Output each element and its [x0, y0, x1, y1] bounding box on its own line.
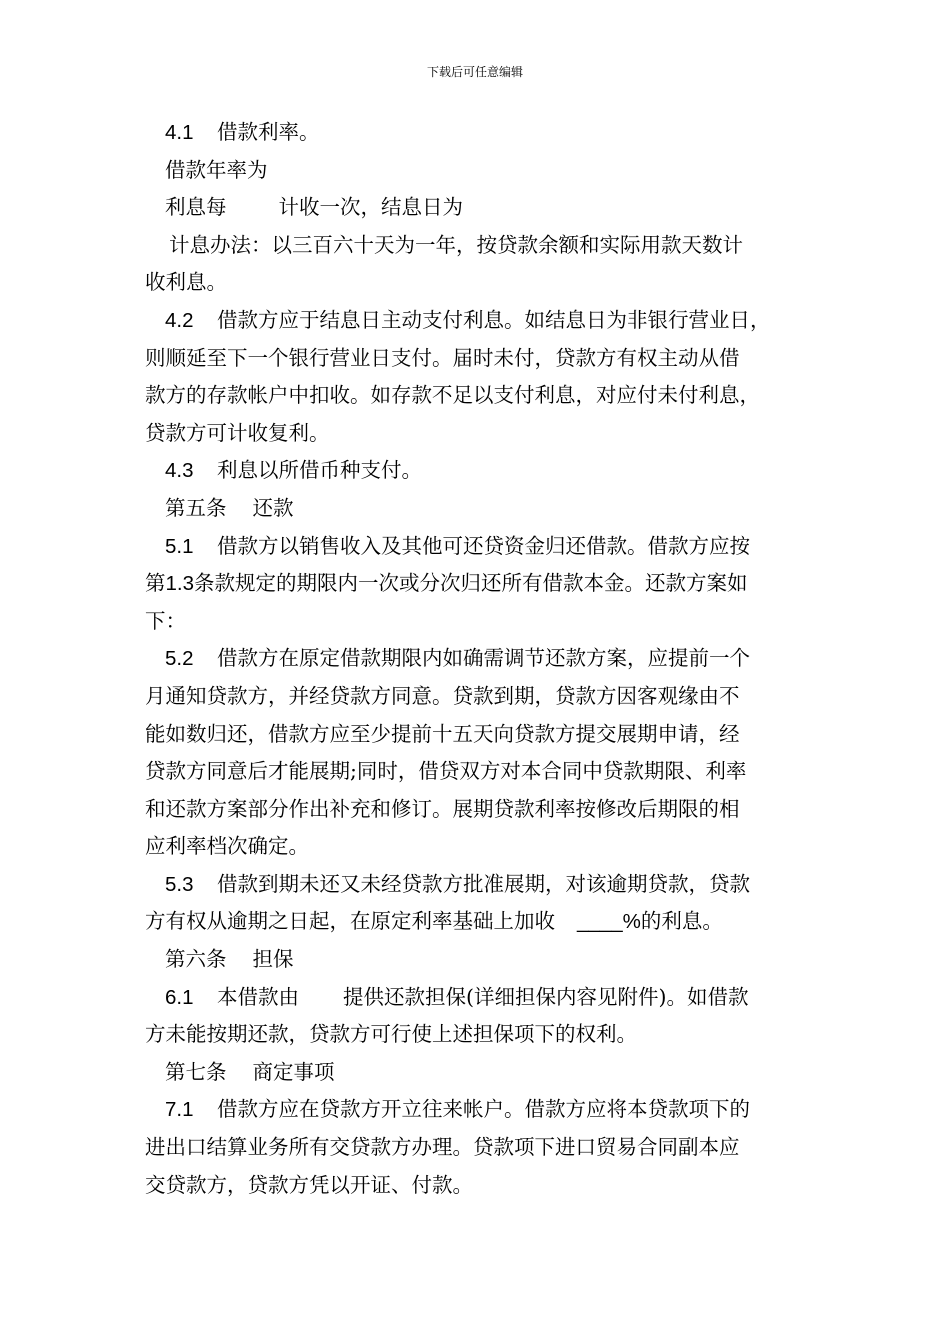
text-line: [145, 903, 805, 941]
clause-text: 借款方应在贷款方开立往来帐户。借款方应将本贷款项下的: [217, 1097, 750, 1122]
text-line: 贷款方同意后才能展期;同时，借贷双方对本合同中贷款期限、利率: [145, 759, 747, 784]
text-line: 和还款方案部分作出补充和修订。展期贷款利率按修改后期限的相: [145, 796, 740, 821]
clause-4-2: [145, 302, 805, 340]
clause-number: 7.1: [165, 1098, 194, 1122]
clause-5-1: [145, 528, 805, 566]
article-title: 商定事项: [252, 1059, 335, 1084]
article-number: 第五条: [165, 495, 227, 520]
text-segment: 第: [145, 571, 166, 596]
article-heading-6: [145, 941, 805, 979]
clause-7-1: [145, 1091, 805, 1129]
clause-6-1: [145, 979, 805, 1017]
text-segment: 利息每: [165, 195, 227, 220]
clause-text: 利息以所借币种支付。: [217, 458, 422, 483]
text-line: 款方的存款帐户中扣收。如存款不足以支付利息，对应付未付利息，: [145, 383, 760, 408]
clause-text: 借款方在原定借款期限内如确需调节还款方案，应提前一个: [217, 646, 750, 671]
text-segment: 1.3: [165, 572, 194, 596]
clause-5-3: [145, 866, 805, 904]
text-segment: 计收一次，结息日为: [278, 195, 463, 220]
text-line: 计息办法：以三百六十天为一年，按贷款余额和实际用款天数计: [169, 232, 743, 257]
clause-5-2: [145, 640, 805, 678]
text-line: 交贷款方，贷款方凭以开证、付款。: [145, 1172, 473, 1197]
clause-number: 4.3: [165, 459, 194, 483]
text-line: 应利率档次确定。: [145, 834, 309, 859]
text-line: 则顺延至下一个银行营业日支付。届时未付，贷款方有权主动从借: [145, 345, 740, 370]
text-segment: 本借款由: [217, 984, 299, 1009]
clause-4-1: [145, 114, 805, 152]
article-title: 还款: [252, 495, 294, 520]
clause-number: 5.1: [165, 534, 194, 558]
clause-text: 借款利率。: [217, 120, 320, 144]
text-line: [145, 189, 805, 227]
clause-number: 6.1: [165, 985, 194, 1009]
clause-number: 4.2: [165, 308, 194, 332]
blank-percent-field: ____%的利息。: [577, 910, 723, 934]
text-line: 月通知贷款方，并经贷款方同意。贷款到期，贷款方因客观缘由不: [145, 683, 740, 708]
clause-4-3: [145, 452, 805, 490]
text-segment: 提供还款担保(详细担保内容见附件)。如借款: [343, 984, 749, 1009]
text-line: 贷款方可计收复利。: [145, 420, 330, 445]
text-line: 下：: [145, 608, 186, 633]
text-line: 收利息。: [145, 270, 227, 295]
article-number: 第七条: [165, 1059, 227, 1084]
article-heading-5: [145, 490, 805, 528]
text-line: 借款年率为: [165, 157, 268, 182]
clause-text: 借款方应于结息日主动支付利息。如结息日为非银行营业日，: [217, 307, 771, 332]
document-body: [145, 114, 805, 1204]
article-title: 担保: [252, 947, 294, 972]
text-line: 进出口结算业务所有交贷款方办理。贷款项下进口贸易合同副本应: [145, 1135, 740, 1160]
text-segment: 方有权从逾期之日起，在原定利率基础上加收: [145, 909, 555, 934]
clause-text: 借款到期未还又未经贷款方批准展期，对该逾期贷款，贷款: [217, 871, 750, 896]
article-number: 第六条: [165, 947, 227, 972]
page-header: 下载后可任意编辑: [426, 65, 523, 79]
clause-number: 5.2: [165, 647, 194, 671]
text-line: [145, 565, 805, 603]
clause-number: 5.3: [165, 872, 194, 896]
clause-text: 借款方以销售收入及其他可还贷资金归还借款。借款方应按: [217, 533, 750, 558]
article-heading-7: [145, 1054, 805, 1092]
clause-number: 4.1: [165, 121, 194, 144]
text-segment: 条款规定的期限内一次或分次归还所有借款本金。还款方案如: [194, 571, 748, 596]
text-line: 方未能按期还款，贷款方可行使上述担保项下的权利。: [145, 1022, 637, 1047]
text-line: 能如数归还，借款方应至少提前十五天向贷款方提交展期申请，经: [145, 721, 740, 746]
